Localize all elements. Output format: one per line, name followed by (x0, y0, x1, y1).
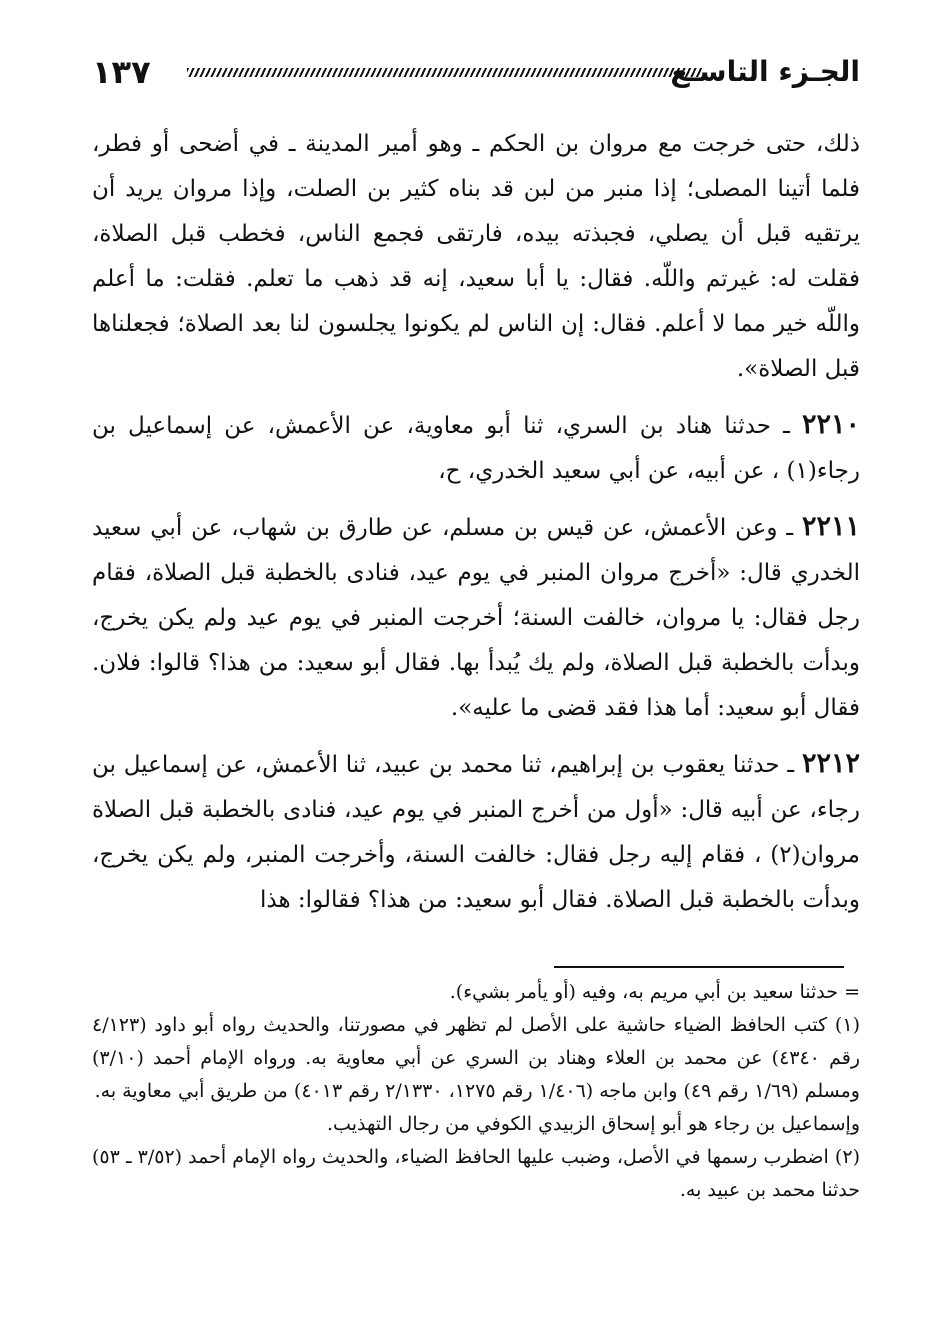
part-title: الجـزء التاسـع (670, 55, 860, 88)
hadith-2211 (92, 504, 860, 731)
footnote-1-note: وإسماعيل بن رجاء هو أبو إسحاق الزبيدي الكوفي من رجال التهذيب. (327, 1113, 860, 1135)
header-rule (187, 68, 702, 77)
main-text (92, 122, 860, 933)
hadith-2210 (92, 402, 860, 494)
hadith-text: ـ حدثنا يعقوب بن إبراهيم، ثنا محمد بن عبيد، ثنا الأعمش، عن إسماعيل بن رجاء، عن أبيه قال: «أول من أخرج المنبر في يوم عيد، فنادى بالخطبة قبل الصلاة مروان(٢) ، فقام إليه رجل فقال: خالفت السنة، وأخرجت المنبر، ولم يكن يخرج، وبدأت بالخطبة قبل الصلاة. فقال أبو سعيد: من هذا؟ فقالوا: هذا (92, 752, 860, 913)
footnote-1: (١) كتب الحافظ الضياء حاشية على الأصل لم تظهر في مصورتنا، والحديث رواه أبو داود (٤/١٢٣ رقم ٤٣٤٠) عن محمد بن العلاء وهناد بن السري عن أبي معاوية به. ورواه الإمام أحمد (٣/١٠) ومسلم (١/٦٩ رقم ٤٩) وابن ماجه (١/٤٠٦ رقم ١٢٧٥، ٢/١٣٣٠ رقم ٤٠١٣) من طريق أبي معاوية به. (92, 1014, 860, 1102)
footnote-2: (٢) اضطرب رسمها في الأصل، وضبب عليها الحافظ الضياء، والحديث رواه الإمام أحمد (٣/٥٢ ـ ٥٣) حدثنا محمد بن عبيد به. (92, 1146, 860, 1201)
footnote-continuation: = حدثنا سعيد بن أبي مريم به، وفيه (أو يأمر بشيء). (449, 981, 860, 1003)
page-number: ١٣٧ (92, 53, 151, 91)
page-header (92, 52, 860, 92)
hadith-number: ٢٢١١ (801, 511, 860, 542)
hadith-2212 (92, 741, 860, 923)
footnotes (92, 976, 860, 1207)
paragraph-continuation: ذلك، حتى خرجت مع مروان بن الحكم ـ وهو أمير المدينة ـ في أضحى أو فطر، فلما أتينا المصلى؛ إذا منبر من لبن قد بناه كثير بن الصلت، وإذا مروان يريد أن يرتقيه قبل أن يصلي، فجبذته بيده، فارتقى فجمع الناس، فخطب قبل الصلاة، فقلت له: غيرتم واللّه. فقال: يا أبا سعيد، إنه قد ذهب ما تعلم. فقلت: ما أعلم واللّه خير مما لا أعلم. فقال: إن الناس لم يكونوا يجلسون لنا بعد الصلاة؛ فجعلناها قبل الصلاة». (92, 131, 860, 382)
hadith-number: ٢٢١٠ (801, 409, 860, 440)
hadith-text: ـ حدثنا هناد بن السري، ثنا أبو معاوية، عن الأعمش، عن إسماعيل بن رجاء(١) ، عن أبيه، عن أبي سعيد الخدري، ح، (92, 413, 860, 484)
footnote-separator (554, 966, 844, 968)
hadith-text: ـ وعن الأعمش، عن قيس بن مسلم، عن طارق بن شهاب، عن أبي سعيد الخدري قال: «أخرج مروان المنبر في يوم عيد، فنادى بالخطبة قبل الصلاة، فقام رجل فقال: يا مروان، خالفت السنة؛ أخرجت المنبر في يوم عيد ولم يكن يخرج، وبدأت بالخطبة قبل الصلاة، ولم يك يُبدأ بها. فقال أبو سعيد: من هذا؟ قالوا: فلان. فقال أبو سعيد: أما هذا فقد قضى ما عليه». (92, 515, 860, 721)
hadith-number: ٢٢١٢ (801, 748, 860, 779)
